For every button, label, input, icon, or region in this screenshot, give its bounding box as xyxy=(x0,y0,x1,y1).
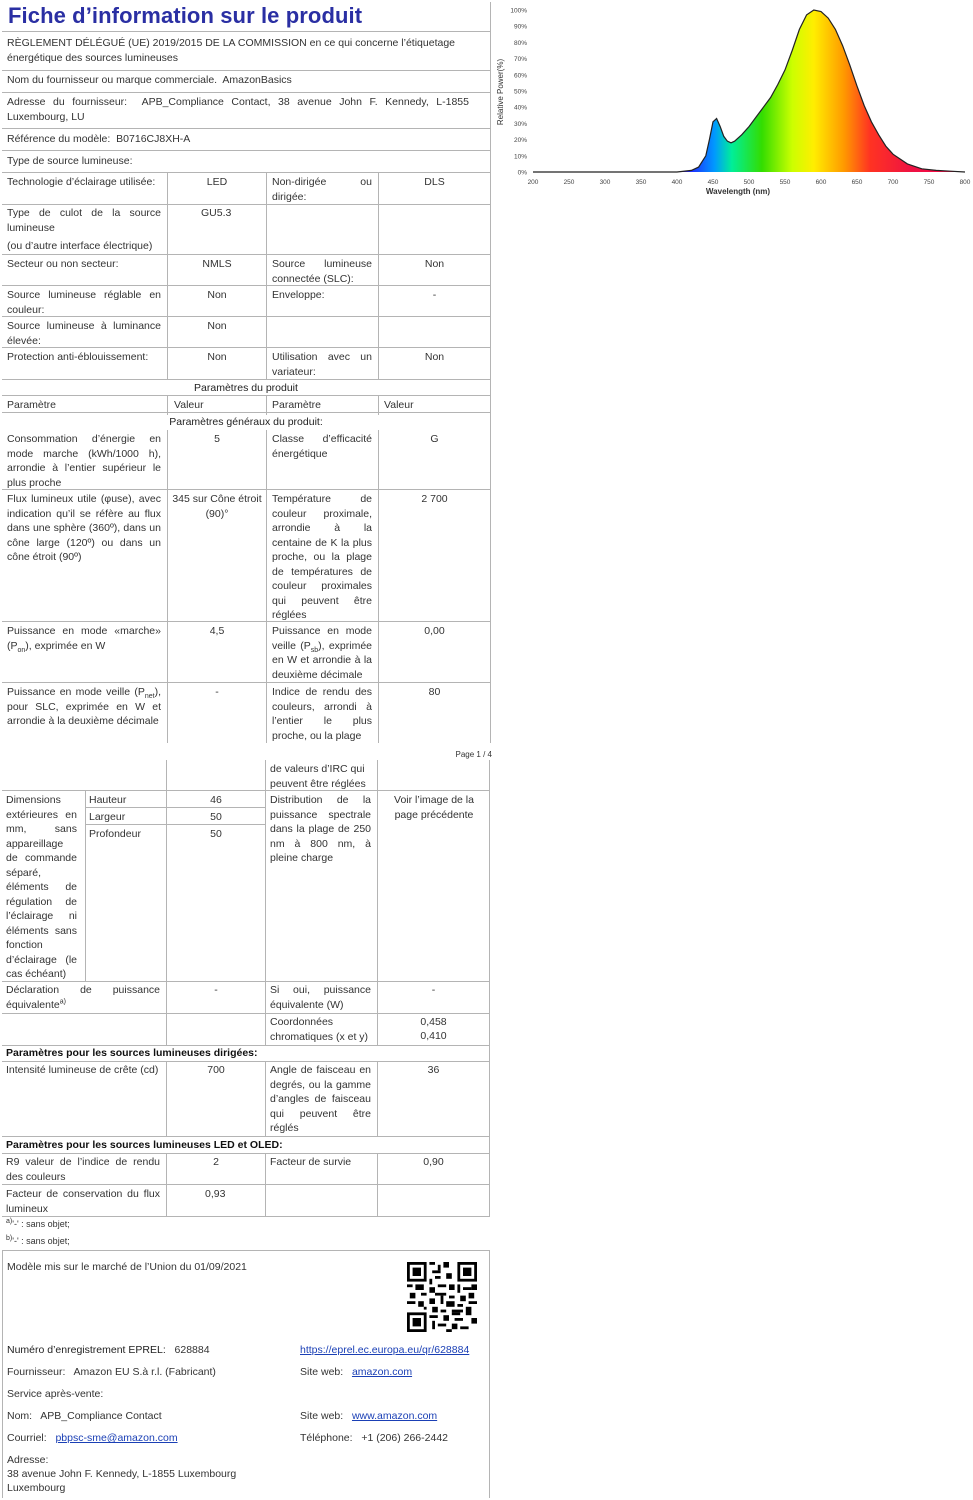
peak-value: 700 xyxy=(207,1064,225,1076)
divider xyxy=(2,1153,490,1154)
divider xyxy=(2,92,490,93)
x-tick-label: 750 xyxy=(923,179,935,186)
flux-label: Flux lumineux utile (φuse), avec indication qu’il se réfère au flux dans une sphère (360º), dans un cône large (120º) ou dans un cône étroit (90º) xyxy=(7,493,161,563)
spectral-power-chart xyxy=(493,2,971,198)
divider xyxy=(266,172,267,379)
consumption-label: Consommation d’énergie en mode marche (kWh/1000 h), arrondie à l’entier supérieur le plus proche xyxy=(7,433,161,489)
cri-value: 80 xyxy=(428,686,441,698)
survival-label: Facteur de survie xyxy=(270,1156,352,1168)
note-a-text: '-' : sans objet; xyxy=(12,1219,70,1229)
dimmer-label: Utilisation avec un variateur: xyxy=(272,351,372,378)
y-tick-label: 70% xyxy=(513,56,527,64)
y-tick-label: 60% xyxy=(513,72,527,80)
psb-label xyxy=(272,624,372,682)
r9-label: R9 valeur de l’indice de rendu des couleurs xyxy=(6,1156,160,1183)
chroma-x: 0,458 xyxy=(420,1016,447,1028)
chroma-y: 0,410 xyxy=(420,1030,447,1042)
model-ref-label: Référence du modèle: xyxy=(7,133,111,145)
mains-value: NMLS xyxy=(202,258,232,270)
phone-label: Téléphone: xyxy=(300,1432,353,1444)
address-line-2: Luxembourg xyxy=(7,1482,66,1494)
model-ref-value: B0716CJ8XH-A xyxy=(116,133,191,145)
divider xyxy=(2,204,490,205)
y-tick-label: 80% xyxy=(513,39,527,47)
general-params-title: Paramètres généraux du produit: xyxy=(2,415,490,430)
divider xyxy=(2,1184,490,1185)
supplier-name-row xyxy=(7,73,477,88)
x-tick-label: 550 xyxy=(779,179,791,186)
pnet-label-a: Puissance en mode veille (P xyxy=(7,686,145,698)
page-number: Page 1 / 4 xyxy=(455,750,492,759)
high-lum-label: Source lumineuse à luminance élevée: xyxy=(7,320,161,347)
divider xyxy=(2,285,490,286)
website-label: Site web: xyxy=(300,1366,344,1378)
supplier-label: Fournisseur: xyxy=(7,1366,66,1378)
supplier-value: Amazon EU S.à r.l. (Fabricant) xyxy=(73,1366,216,1378)
col-param-header-2: Paramètre xyxy=(272,399,322,411)
divider xyxy=(265,760,266,1045)
efficiency-label: Classe d’efficacité énergétique xyxy=(272,433,372,460)
psb-label-a: Puissance en mode veille (P xyxy=(272,625,372,652)
maint-value: 0,93 xyxy=(205,1188,226,1200)
depth-value: 50 xyxy=(210,828,222,840)
width-value: 50 xyxy=(210,811,222,823)
psb-value: 0,00 xyxy=(424,625,445,637)
x-tick-label: 500 xyxy=(743,179,755,186)
equiv-value: - xyxy=(214,984,218,996)
note-b-text: '-' : sans objet; xyxy=(12,1236,70,1246)
x-tick-label: 800 xyxy=(959,179,971,186)
mains-label: Secteur ou non secteur: xyxy=(7,258,119,270)
tech-label: Technologie d’éclairage utilisée: xyxy=(7,176,156,188)
x-axis-ticks xyxy=(528,179,971,186)
efficiency-value: G xyxy=(430,433,439,445)
cri-label: Indice de rendu des couleurs, arrondi à l’entier le plus proche, ou la plage xyxy=(272,686,372,742)
height-value: 46 xyxy=(210,794,222,806)
flux-value: 345 sur Cône étroit (90)° xyxy=(172,493,262,520)
maint-label: Facteur de conservation du flux lumineux xyxy=(6,1188,160,1215)
depth-label: Profondeur xyxy=(89,828,141,840)
phone-row xyxy=(300,1431,490,1446)
x-tick-label: 400 xyxy=(671,179,683,186)
source-type-heading: Type de source lumineuse: xyxy=(7,155,133,167)
divider xyxy=(265,1153,266,1216)
cct-value: 2 700 xyxy=(421,493,448,505)
divider xyxy=(377,760,378,1045)
envelope-value: - xyxy=(432,289,437,301)
website-link[interactable]: amazon.com xyxy=(351,1366,413,1378)
phone-value: +1 (206) 266-2442 xyxy=(361,1432,449,1444)
cri-label-continued: de valeurs d’IRC qui peuvent être réglées xyxy=(270,763,366,790)
contact-name-row xyxy=(7,1409,297,1424)
connected-label: Source lumineuse connectée (SLC): xyxy=(272,258,372,285)
divider xyxy=(489,760,490,1216)
dimmer-value: Non xyxy=(424,351,445,363)
y-tick-label: 50% xyxy=(513,88,527,96)
equiv-sup: a) xyxy=(59,998,66,1005)
divider xyxy=(85,790,86,981)
x-tick-label: 700 xyxy=(887,179,899,186)
envelope-label: Enveloppe: xyxy=(272,289,325,301)
divider xyxy=(2,254,490,255)
contact-name-value: APB_Compliance Contact xyxy=(40,1410,162,1422)
divider xyxy=(2,379,490,380)
led-params-title: Paramètres pour les sources lumineuses LED et OLED: xyxy=(6,1139,283,1151)
col-param-header: Paramètre xyxy=(7,399,57,411)
eprel-row xyxy=(7,1343,297,1358)
supplier-row xyxy=(7,1365,297,1380)
page-title: Fiche d’information sur le produit xyxy=(8,3,363,28)
divider xyxy=(2,621,490,622)
psb-sub: sb xyxy=(310,646,319,654)
divider xyxy=(2,172,490,173)
contact-name-label: Nom: xyxy=(7,1410,33,1422)
divider xyxy=(2,1061,490,1062)
pon-label-b: ), exprimée en W xyxy=(25,639,106,652)
divider xyxy=(2,31,490,32)
supplier-address-row xyxy=(7,95,469,124)
supplier-name-value: AmazonBasics xyxy=(222,74,292,86)
equiv-label xyxy=(6,983,160,1012)
params-section-title: Paramètres du produit xyxy=(194,382,298,394)
x-tick-label: 450 xyxy=(707,179,719,186)
directional-params-title: Paramètres pour les sources lumineuses dirigées: xyxy=(6,1047,258,1059)
colour-tunable-value: Non xyxy=(207,289,227,301)
r9-value: 2 xyxy=(213,1156,219,1168)
footnote-a xyxy=(6,1218,206,1230)
survival-value: 0,90 xyxy=(423,1156,444,1168)
anti-glare-value: Non xyxy=(207,351,227,363)
psb-label-b: ), exprimée en W et arrondie à la deuxième décimale xyxy=(272,639,372,681)
footnote-b xyxy=(6,1235,206,1247)
connected-value: Non xyxy=(424,258,445,270)
beam-label: Angle de faisceau en degrés, ou la gamme d’angles de faisceau qui peuvent être réglés xyxy=(270,1064,371,1134)
cct-label: Température de couleur proximale, arrondie à la centaine de K la plus proche, ou la plage de températures de couleur proximales qui peuvent être réglées xyxy=(272,493,372,621)
pon-label xyxy=(7,624,161,653)
y-tick-label: 20% xyxy=(513,137,527,145)
x-tick-label: 250 xyxy=(563,179,575,186)
divider xyxy=(2,70,490,71)
anti-glare-label: Protection anti-éblouissement: xyxy=(7,351,149,363)
address-line-1: 38 avenue John F. Kennedy, L-1855 Luxembourg xyxy=(7,1468,237,1480)
x-axis-label: Wavelength (nm) xyxy=(705,187,771,196)
equiv-w-value: - xyxy=(431,984,436,996)
y-tick-label: 100% xyxy=(510,7,527,15)
equiv-label-a: Déclaration de puissance équivalente xyxy=(6,984,160,1011)
x-tick-label: 200 xyxy=(527,179,539,186)
qr-code-icon[interactable] xyxy=(407,1262,477,1332)
divider xyxy=(2,682,490,683)
x-tick-label: 600 xyxy=(815,179,827,186)
directional-value: DLS xyxy=(424,176,445,188)
divider xyxy=(2,1013,490,1014)
email-link[interactable]: pbpsc-sme@amazon.com xyxy=(55,1432,178,1444)
chroma-label: Coordonnées chromatiques (x et y) xyxy=(270,1016,369,1043)
divider xyxy=(2,790,490,791)
spd-label: Distribution de la puissance spectrale dans la plage de 250 nm à 800 nm, à pleine charge xyxy=(270,794,371,864)
pnet-label-b: ), pour SLC, exprimée en W et arrondie à la deuxième décimale xyxy=(7,686,161,727)
website2-label: Site web: xyxy=(300,1410,344,1422)
consumption-value: 5 xyxy=(214,433,220,445)
spd-value: Voir l’image de la page précédente xyxy=(394,794,474,821)
pon-label-a: Puissance en mode «marche» (P xyxy=(7,625,161,652)
divider xyxy=(265,1061,266,1136)
x-tick-label: 300 xyxy=(599,179,611,186)
col-value-header: Valeur xyxy=(174,399,204,411)
x-tick-label: 650 xyxy=(851,179,863,186)
divider xyxy=(2,1136,490,1137)
website2-link[interactable]: www.amazon.com xyxy=(351,1410,438,1422)
eprel-link[interactable]: https://eprel.ec.europa.eu/qr/628884 xyxy=(300,1344,470,1356)
y-axis-ticks xyxy=(510,8,527,177)
y-tick-label: 0% xyxy=(517,169,527,177)
y-tick-label: 10% xyxy=(513,153,527,161)
website2-row xyxy=(300,1409,490,1424)
divider xyxy=(167,172,168,379)
pnet-label xyxy=(7,685,161,729)
pnet-sub: net xyxy=(144,693,155,701)
y-axis-label: Relative Power(%) xyxy=(496,58,505,126)
note-b-mark: b) xyxy=(6,1235,13,1242)
supplier-name-label: Nom du fournisseur ou marque commerciale. xyxy=(7,74,218,86)
colour-tunable-label: Source lumineuse réglable en couleur: xyxy=(7,289,161,316)
model-ref-row xyxy=(7,132,477,147)
eprel-value: 628884 xyxy=(174,1344,210,1356)
y-tick-label: 90% xyxy=(513,23,527,31)
market-date: Modèle mis sur le marché de l’Union du 01/09/2021 xyxy=(7,1261,247,1273)
directional-label: Non-dirigée ou dirigée: xyxy=(272,176,372,203)
email-row xyxy=(7,1431,297,1446)
supplier-address-value: APB_Compliance Contact, 38 avenue John F. Kennedy, L-1855 Luxembourg, LU xyxy=(7,96,469,123)
website-row xyxy=(300,1365,490,1380)
email-label: Courriel: xyxy=(7,1432,47,1444)
supplier-address-label: Adresse du fournisseur: xyxy=(7,96,128,108)
pon-value: 4,5 xyxy=(209,625,225,637)
divider xyxy=(2,1250,490,1251)
high-lum-value: Non xyxy=(207,320,227,332)
y-tick-label: 30% xyxy=(513,120,527,128)
dimensions-label: Dimensions extérieures en mm, sans appareillage de commande séparé, éléments de régulation de l’éclairage ni éléments sans fonction d’éclairage (le cas échéant) xyxy=(6,794,77,980)
divider xyxy=(2,150,490,151)
divider xyxy=(2,1216,490,1217)
divider xyxy=(266,395,267,743)
cap-label-2: (ou d’autre interface électrique) xyxy=(7,240,153,252)
service-title: Service après-vente: xyxy=(7,1388,104,1400)
divider xyxy=(490,2,491,743)
note-a-mark: a) xyxy=(6,1218,13,1225)
equiv-w-label: Si oui, puissance équivalente (W) xyxy=(270,984,371,1011)
divider xyxy=(378,172,379,379)
y-tick-label: 40% xyxy=(513,104,527,112)
cap-label: Type de culot de la source lumineuse xyxy=(7,207,161,234)
peak-label: Intensité lumineuse de crête (cd) xyxy=(6,1064,159,1076)
width-label: Largeur xyxy=(89,811,126,823)
beam-value: 36 xyxy=(427,1064,440,1076)
x-tick-label: 350 xyxy=(635,179,647,186)
pnet-value: - xyxy=(215,686,219,698)
regulation-text: RÈGLEMENT DÉLÉGUÉ (UE) 2019/2015 DE LA COMMISSION en ce qui concerne l’étiquetage énergétique des sources lumineuses xyxy=(7,37,456,64)
address-label: Adresse: xyxy=(7,1454,49,1466)
pon-sub: on xyxy=(17,646,26,654)
tech-value: LED xyxy=(206,176,228,188)
height-label: Hauteur xyxy=(89,794,127,806)
divider xyxy=(2,128,490,129)
eprel-label: Numéro d’enregistrement EPREL: xyxy=(7,1344,166,1356)
cap-value: GU5.3 xyxy=(201,207,232,219)
divider xyxy=(2,1250,3,1498)
col-value-header-2: Valeur xyxy=(384,399,414,411)
